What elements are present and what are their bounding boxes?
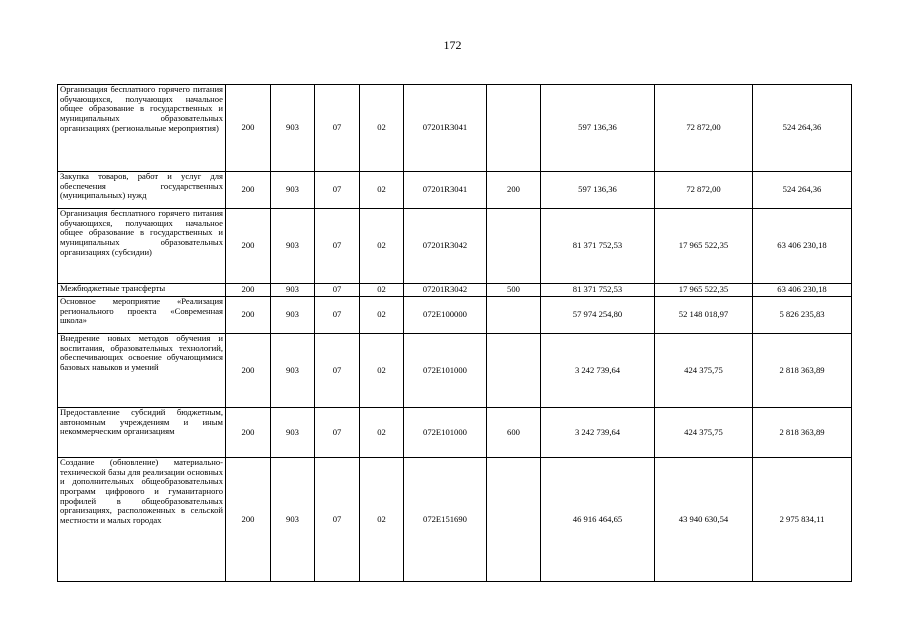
amount-cell: 63 406 230,18	[753, 284, 852, 297]
row-name: Организация бесплатного горячего питания обучающихся, получающих начальное общее образование в государственных и муниципальных образовательных организациях (региональные мероприятия)	[58, 85, 226, 172]
code-cell: 200	[226, 458, 271, 582]
code-cell: 072E101000	[404, 408, 487, 458]
code-cell: 200	[226, 408, 271, 458]
code-cell: 02	[360, 408, 404, 458]
code-cell: 072E151690	[404, 458, 487, 582]
amount-cell: 57 974 254,80	[541, 297, 655, 334]
table-row	[58, 209, 852, 284]
code-cell: 903	[271, 209, 315, 284]
code-cell: 07201R3041	[404, 172, 487, 209]
amount-cell: 17 965 522,35	[655, 209, 753, 284]
amount-cell: 81 371 752,53	[541, 284, 655, 297]
page-number: 172	[443, 38, 462, 52]
code-cell: 02	[360, 85, 404, 172]
code-cell	[487, 458, 541, 582]
amount-cell: 524 264,36	[753, 172, 852, 209]
table-row	[58, 458, 852, 582]
code-cell: 903	[271, 408, 315, 458]
code-cell: 200	[226, 284, 271, 297]
code-cell: 07201R3042	[404, 209, 487, 284]
amount-cell: 424 375,75	[655, 408, 753, 458]
code-cell: 07	[315, 408, 360, 458]
code-cell: 07	[315, 297, 360, 334]
row-name: Создание (обновление) материально-технической базы для реализации основных и дополнительных общеобразовательных программ цифрового и гуманитарного профилей в общеобразовательных организациях, расположенных в сельской местности и малых городах	[58, 458, 226, 582]
code-cell: 200	[226, 334, 271, 408]
code-cell: 07	[315, 458, 360, 582]
amount-cell: 52 148 018,97	[655, 297, 753, 334]
code-cell: 07	[315, 284, 360, 297]
amount-cell: 46 916 464,65	[541, 458, 655, 582]
code-cell: 200	[226, 209, 271, 284]
code-cell: 02	[360, 209, 404, 284]
amount-cell: 43 940 630,54	[655, 458, 753, 582]
code-cell: 903	[271, 334, 315, 408]
amount-cell: 597 136,36	[541, 85, 655, 172]
table-row	[58, 172, 852, 209]
code-cell: 903	[271, 458, 315, 582]
table-row	[58, 297, 852, 334]
amount-cell: 2 975 834,11	[753, 458, 852, 582]
table-row	[58, 408, 852, 458]
amount-cell: 597 136,36	[541, 172, 655, 209]
amount-cell: 424 375,75	[655, 334, 753, 408]
code-cell: 02	[360, 458, 404, 582]
code-cell: 02	[360, 284, 404, 297]
code-cell: 600	[487, 408, 541, 458]
code-cell: 903	[271, 284, 315, 297]
code-cell: 07201R3042	[404, 284, 487, 297]
amount-cell: 524 264,36	[753, 85, 852, 172]
code-cell: 02	[360, 334, 404, 408]
code-cell	[487, 209, 541, 284]
code-cell: 07	[315, 85, 360, 172]
code-cell: 072E101000	[404, 334, 487, 408]
amount-cell: 3 242 739,64	[541, 408, 655, 458]
code-cell: 072E100000	[404, 297, 487, 334]
amount-cell: 3 242 739,64	[541, 334, 655, 408]
amount-cell: 17 965 522,35	[655, 284, 753, 297]
row-name: Организация бесплатного горячего питания обучающихся, получающих начальное общее образование в государственных и муниципальных образовательных организациях (субсидии)	[58, 209, 226, 284]
row-name: Закупка товаров, работ и услуг для обеспечения государственных (муниципальных) нужд	[58, 172, 226, 209]
code-cell: 903	[271, 297, 315, 334]
table-row	[58, 85, 852, 172]
code-cell: 200	[487, 172, 541, 209]
code-cell: 07	[315, 209, 360, 284]
amount-cell: 81 371 752,53	[541, 209, 655, 284]
code-cell: 07201R3041	[404, 85, 487, 172]
code-cell: 07	[315, 172, 360, 209]
amount-cell: 72 872,00	[655, 172, 753, 209]
code-cell: 200	[226, 172, 271, 209]
table-row	[58, 334, 852, 408]
code-cell: 903	[271, 172, 315, 209]
code-cell: 02	[360, 297, 404, 334]
amount-cell: 2 818 363,89	[753, 408, 852, 458]
budget-table	[57, 84, 852, 582]
code-cell: 903	[271, 85, 315, 172]
amount-cell: 5 826 235,83	[753, 297, 852, 334]
code-cell	[487, 85, 541, 172]
code-cell: 07	[315, 334, 360, 408]
amount-cell: 2 818 363,89	[753, 334, 852, 408]
table-row	[58, 284, 852, 297]
amount-cell: 63 406 230,18	[753, 209, 852, 284]
row-name: Внедрение новых методов обучения и воспитания, образовательных технологий, обеспечивающих освоение обучающимися базовых навыков и умений	[58, 334, 226, 408]
code-cell: 500	[487, 284, 541, 297]
amount-cell: 72 872,00	[655, 85, 753, 172]
code-cell: 200	[226, 85, 271, 172]
code-cell: 02	[360, 172, 404, 209]
code-cell	[487, 297, 541, 334]
row-name: Предоставление субсидий бюджетным, автономным учреждениям и иным некоммерческим организациям	[58, 408, 226, 458]
code-cell	[487, 334, 541, 408]
row-name: Межбюджетные трансферты	[58, 284, 226, 297]
code-cell: 200	[226, 297, 271, 334]
row-name: Основное мероприятие «Реализация регионального проекта «Современная школа»	[58, 297, 226, 334]
